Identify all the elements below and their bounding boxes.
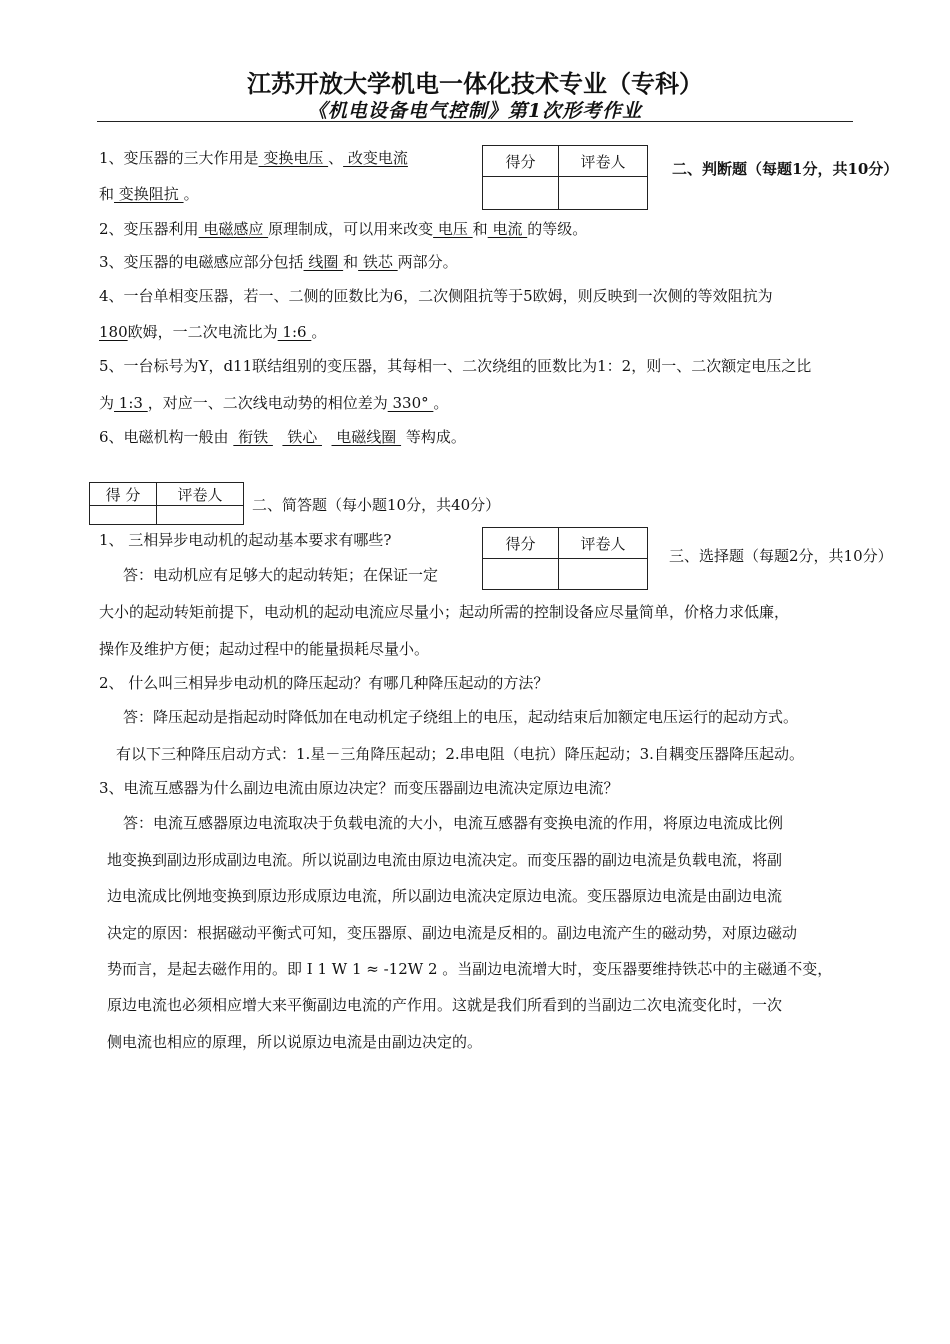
score-box-short-answer: [89, 482, 244, 525]
short-answer-1-line2: 大小的起动转矩前提下，电动机的起动电流应尽量小；起动所需的控制设备应尽量简单，价格力求低廉，: [99, 603, 790, 621]
score-label: 得分: [483, 146, 559, 177]
answer-blank: 电压: [433, 220, 473, 238]
fill-question-6: 6、电磁机构一般由 衔铁 铁心 电磁线圈 等构成。: [99, 428, 466, 446]
document-title: 江苏开放大学机电一体化技术专业（专科）: [247, 69, 703, 98]
fill-question-5-line1: 5、一台标号为Y，d11联结组别的变压器，其每相一、二次绕组的匝数比为1：2，则一、二次额定电压之比: [99, 357, 812, 375]
fill-question-4-line2: 180欧姆，一二次电流比为 1:6 。: [99, 323, 327, 341]
short-answer-3-line4: 决定的原因：根据磁动平衡式可知，变压器原、副边电流是反相的。副边电流产生的磁动势，对原边磁动: [107, 924, 798, 942]
short-answer-1-line1: 答：电动机应有足够大的起动转矩；在保证一定: [123, 566, 439, 584]
grader-cell[interactable]: [157, 506, 244, 525]
short-answer-2-line1: 答：降压起动是指起动时降低加在电动机定子绕组上的电压，起动结束后加额定电压运行的起动方式。: [123, 708, 799, 726]
short-answer-3-line5: 势而言，是起去磁作用的。即 I 1 W 1 ≈ -12W 2 。当副边电流增大时，变压器要维持铁芯中的主磁通不变，: [107, 960, 833, 978]
short-answer-3-line2: 地变换到副边形成副边电流。所以说副边电流由原边电流决定。而变压器的副边电流是负载电流，将副: [107, 851, 783, 869]
fill-question-2: 2、变压器利用 电磁感应 原理制成，可以用来改变 电压 和 电流 的等级。: [99, 220, 588, 238]
short-answer-3-line6: 原边电流也必须相应增大来平衡副边电流的产作用。这就是我们所看到的当副边二次电流变化时，一次: [107, 996, 783, 1014]
short-answer-3-line7: 侧电流也相应的原理，所以说原边电流是由副边决定的。: [107, 1033, 483, 1051]
fill-question-1-line2: 和 变换阻抗 。: [99, 185, 199, 203]
short-answer-3-line3: 边电流成比例地变换到原边形成原边电流，所以副边电流决定原边电流。变压器原边电流是由副边电流: [107, 887, 783, 905]
answer-blank: 线圈: [303, 253, 344, 271]
score-label: 得分: [483, 528, 559, 559]
fill-question-4-line1: 4、一台单相变压器，若一、二侧的匝数比为6，二次侧阻抗等于5欧姆，则反映到一次侧的等效阻抗为: [99, 287, 773, 305]
answer-blank: 电流: [487, 220, 528, 238]
score-label: 得 分: [90, 483, 157, 506]
answer-blank: 铁芯: [358, 253, 398, 271]
answer-blank: 180: [99, 323, 128, 341]
header-divider: [97, 121, 853, 122]
section-judge-heading: 二、判断题（每题1分，共10分）: [672, 160, 899, 178]
section-choice-heading: 三、选择题（每题2分，共10分）: [669, 547, 893, 565]
answer-blank: 衔铁: [233, 428, 273, 446]
short-answer-1-line3: 操作及维护方便；起动过程中的能量损耗尽量小。: [99, 640, 430, 658]
grader-label: 评卷人: [157, 483, 244, 506]
score-cell[interactable]: [483, 559, 559, 590]
answer-blank: 1:3: [114, 394, 148, 412]
fill-question-5-line2: 为 1:3 ，对应一、二次线电动势的相位差为 330° 。: [99, 394, 449, 412]
answer-blank: 铁心: [282, 428, 322, 446]
score-box-choice: [482, 527, 648, 590]
answer-blank: 变换电压: [258, 149, 329, 167]
grader-label: 评卷人: [559, 528, 648, 559]
short-question-1: 1、 三相异步电动机的起动基本要求有哪些?: [99, 531, 392, 549]
short-question-3: 3、电流互感器为什么副边电流由原边决定？而变压器副边电流决定原边电流？: [99, 779, 619, 797]
answer-blank: 电磁线圈: [331, 428, 402, 446]
answer-blank: 电磁感应: [198, 220, 269, 238]
score-cell[interactable]: [483, 177, 559, 210]
grader-label: 评卷人: [559, 146, 648, 177]
short-answer-2-line2: 有以下三种降压启动方式：1.星－三角降压起动；2.串电阻（电抗）降压起动；3.自耦变压器降压起动。: [116, 745, 804, 763]
answer-blank: 330°: [387, 394, 434, 412]
score-cell[interactable]: [90, 506, 157, 525]
short-answer-3-line1: 答：电流互感器原边电流取决于负载电流的大小，电流互感器有变换电流的作用，将原边电流成比例: [123, 814, 784, 832]
short-question-2: 2、 什么叫三相异步电动机的降压起动？有哪几种降压起动的方法？: [99, 674, 549, 692]
answer-blank: 1:6: [277, 323, 312, 341]
grader-cell[interactable]: [559, 177, 648, 210]
grader-cell[interactable]: [559, 559, 648, 590]
answer-blank: 改变电流: [343, 149, 408, 167]
score-box-judge: [482, 145, 648, 210]
fill-question-3: 3、变压器的电磁感应部分包括 线圈 和 铁芯 两部分。: [99, 253, 458, 271]
answer-blank: 变换阻抗: [114, 185, 184, 203]
document-subtitle: 《机电设备电气控制》第1次形考作业: [307, 100, 643, 122]
section-short-answer-heading: 二、简答题（每小题10分，共40分）: [252, 496, 501, 514]
fill-question-1-line1: 1、变压器的三大作用是 变换电压 、 改变电流: [99, 149, 408, 167]
